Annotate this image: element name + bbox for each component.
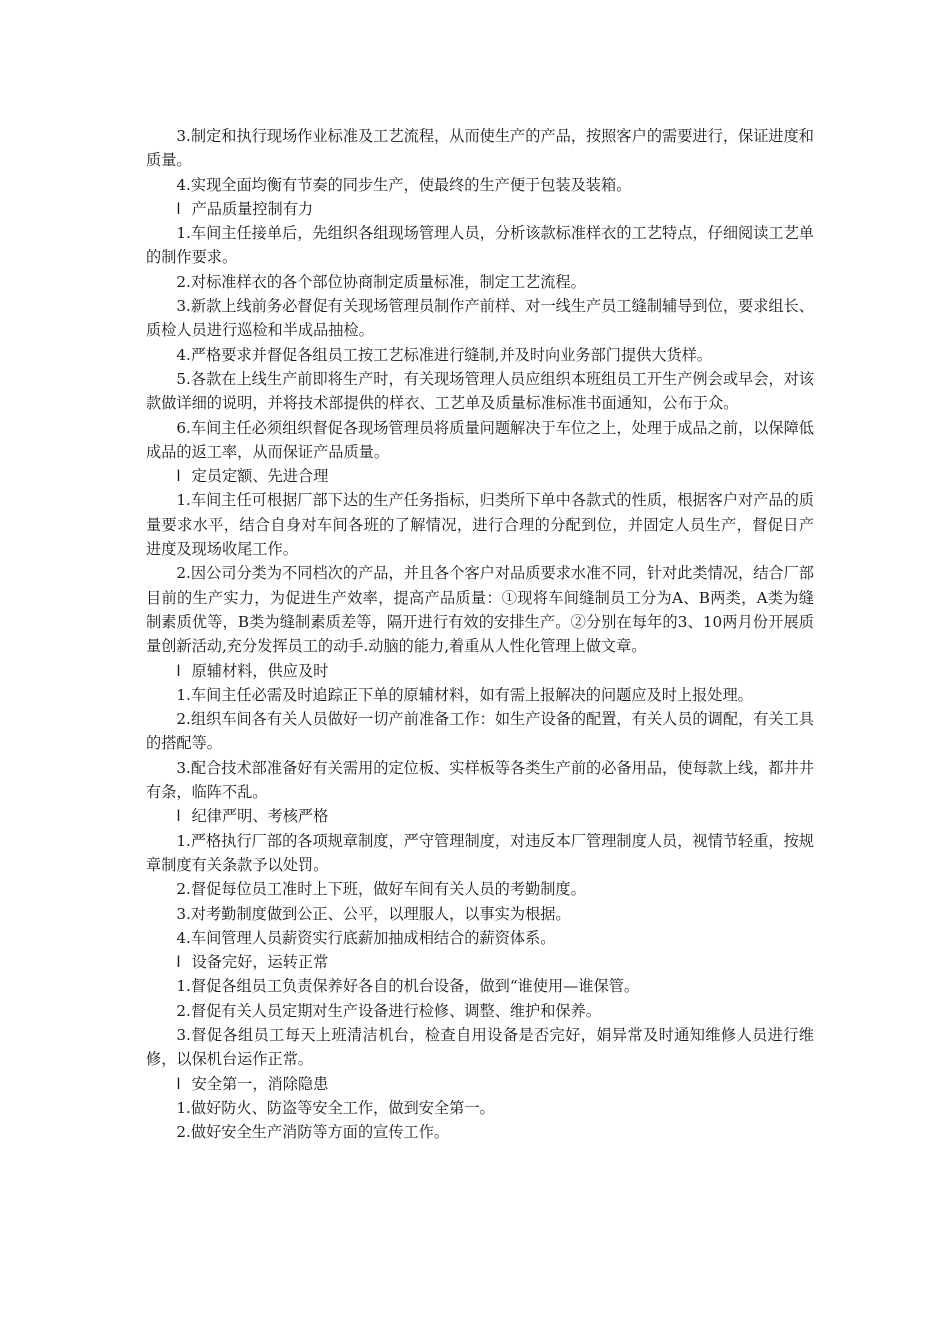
- paragraph: 5.各款在上线生产前即将生产时，有关现场管理人员应组织本班组员工开生产例会或早会，对该款做详细的说明，并将技术部提供的样衣、工艺单及质量标准标准书面通知，公布于众。: [146, 369, 814, 413]
- paragraph: 1.严格执行厂部的各项规章制度，严守管理制度，对违反本厂管理制度人员，视情节轻重，按规章制度有关条款予以处罚。: [146, 831, 814, 874]
- paragraph: 2.因公司分类为不同档次的产品，并且各个客户对品质要求水准不同，针对此类情况，结合厂部目前的生产实力，为促进生产效率，提高产品质量：①现将车间缝制员工分为A、B两类，A类为缝制素质优等，B类为缝制素质差等，隔开进行有效的安排生产。②分别在每年的3、10两月份开展质量创新活动,充分发挥员工的动手.动脑的能力,着重从人性化管理上做文章。: [146, 564, 814, 656]
- paragraph: 1.做好防火、防盗等安全工作，做到安全第一。: [176, 1098, 495, 1117]
- paragraph: 3.配合技术部准备好有关需用的定位板、实样板等各类生产前的必备用品，使每款上线，都井井有条，临阵不乱。: [146, 758, 814, 802]
- document-body: [146, 124, 814, 1144]
- section-heading-text: 设备完好，运转正常: [191, 953, 329, 972]
- section-heading-text: 原辅材料，供应及时: [191, 661, 329, 680]
- paragraph: 2.做好安全生产消防等方面的宣传工作。: [176, 1123, 450, 1142]
- bullet-marker: l: [176, 1074, 181, 1093]
- paragraph: 1.车间主任接单后，先组织各组现场管理人员，分析该款标准样衣的工艺特点，仔细阅读工艺单的制作要求。: [146, 224, 814, 267]
- paragraph: 2.组织车间各有关人员做好一切产前准备工作：如生产设备的配置，有关人员的调配，有关工具的搭配等。: [146, 710, 814, 753]
- bullet-marker: l: [176, 199, 181, 218]
- paragraph: 3.对考勤制度做到公正、公平，以理服人，以事实为根据。: [176, 904, 571, 923]
- section-heading: [146, 950, 814, 974]
- bullet-marker: l: [176, 807, 181, 826]
- section-heading-text: 纪律严明、考核严格: [191, 807, 329, 826]
- section-heading-text: 产品质量控制有力: [191, 199, 314, 218]
- section-heading: [146, 197, 814, 221]
- paragraph: 4.严格要求并督促各组员工按工艺标准进行缝制,并及时向业务部门提供大货样。: [176, 345, 713, 364]
- paragraph: 1.车间主任可根据厂部下达的生产任务指标，归类所下单中各款式的性质，根据客户对产品的质量要求水平，结合自身对车间各班的了解情况，进行合理的分配到位，并固定人员生产，督促日产进度及现场收尾工作。: [146, 491, 814, 559]
- paragraph: 6.车间主任必须组织督促各现场管理员将质量问题解决于车位之上，处理于成品之前，以保障低成品的返工率，从而保证产品质量。: [146, 418, 814, 461]
- section-heading: [146, 464, 814, 488]
- paragraph: 2.督促有关人员定期对生产设备进行检修、调整、维护和保养。: [176, 1001, 601, 1020]
- paragraph: 3.督促各组员工每天上班清洁机台，检查自用设备是否完好，娟异常及时通知维修人员进行维修，以保机台运作正常。: [146, 1025, 814, 1069]
- paragraph: 4.实现全面均衡有节奏的同步生产，使最终的生产便于包装及装箱。: [176, 175, 632, 194]
- bullet-marker: l: [176, 467, 181, 486]
- paragraph: 2.对标准样衣的各个部位协商制定质量标准，制定工艺流程。: [176, 272, 586, 291]
- paragraph: 3.新款上线前务必督促有关现场管理员制作产前样、对一线生产员工缝制辅导到位，要求组长、质检人员进行巡检和半成品抽检。: [146, 297, 814, 340]
- bullet-marker: l: [176, 953, 181, 972]
- section-heading: [146, 1072, 814, 1096]
- paragraph: 4.车间管理人员薪资实行底薪加抽成相结合的薪资体系。: [176, 928, 556, 947]
- bullet-marker: l: [176, 661, 181, 680]
- paragraph: 1.督促各组员工负责保养好各自的机台设备，做到“谁使用—谁保管。: [176, 977, 640, 996]
- section-heading: [146, 659, 814, 683]
- paragraph: 2.督促每位员工准时上下班，做好车间有关人员的考勤制度。: [176, 880, 586, 899]
- section-heading-text: 定员定额、先进合理: [191, 467, 329, 486]
- paragraph: 1.车间主任必需及时追踪正下单的原辅材料，如有需上报解决的问题应及时上报处理。: [176, 685, 753, 704]
- section-heading: [146, 804, 814, 828]
- section-heading-text: 安全第一，消除隐患: [191, 1074, 329, 1093]
- paragraph: 3.制定和执行现场作业标准及工艺流程，从而使生产的产品，按照客户的需要进行，保证进度和质量。: [146, 127, 814, 170]
